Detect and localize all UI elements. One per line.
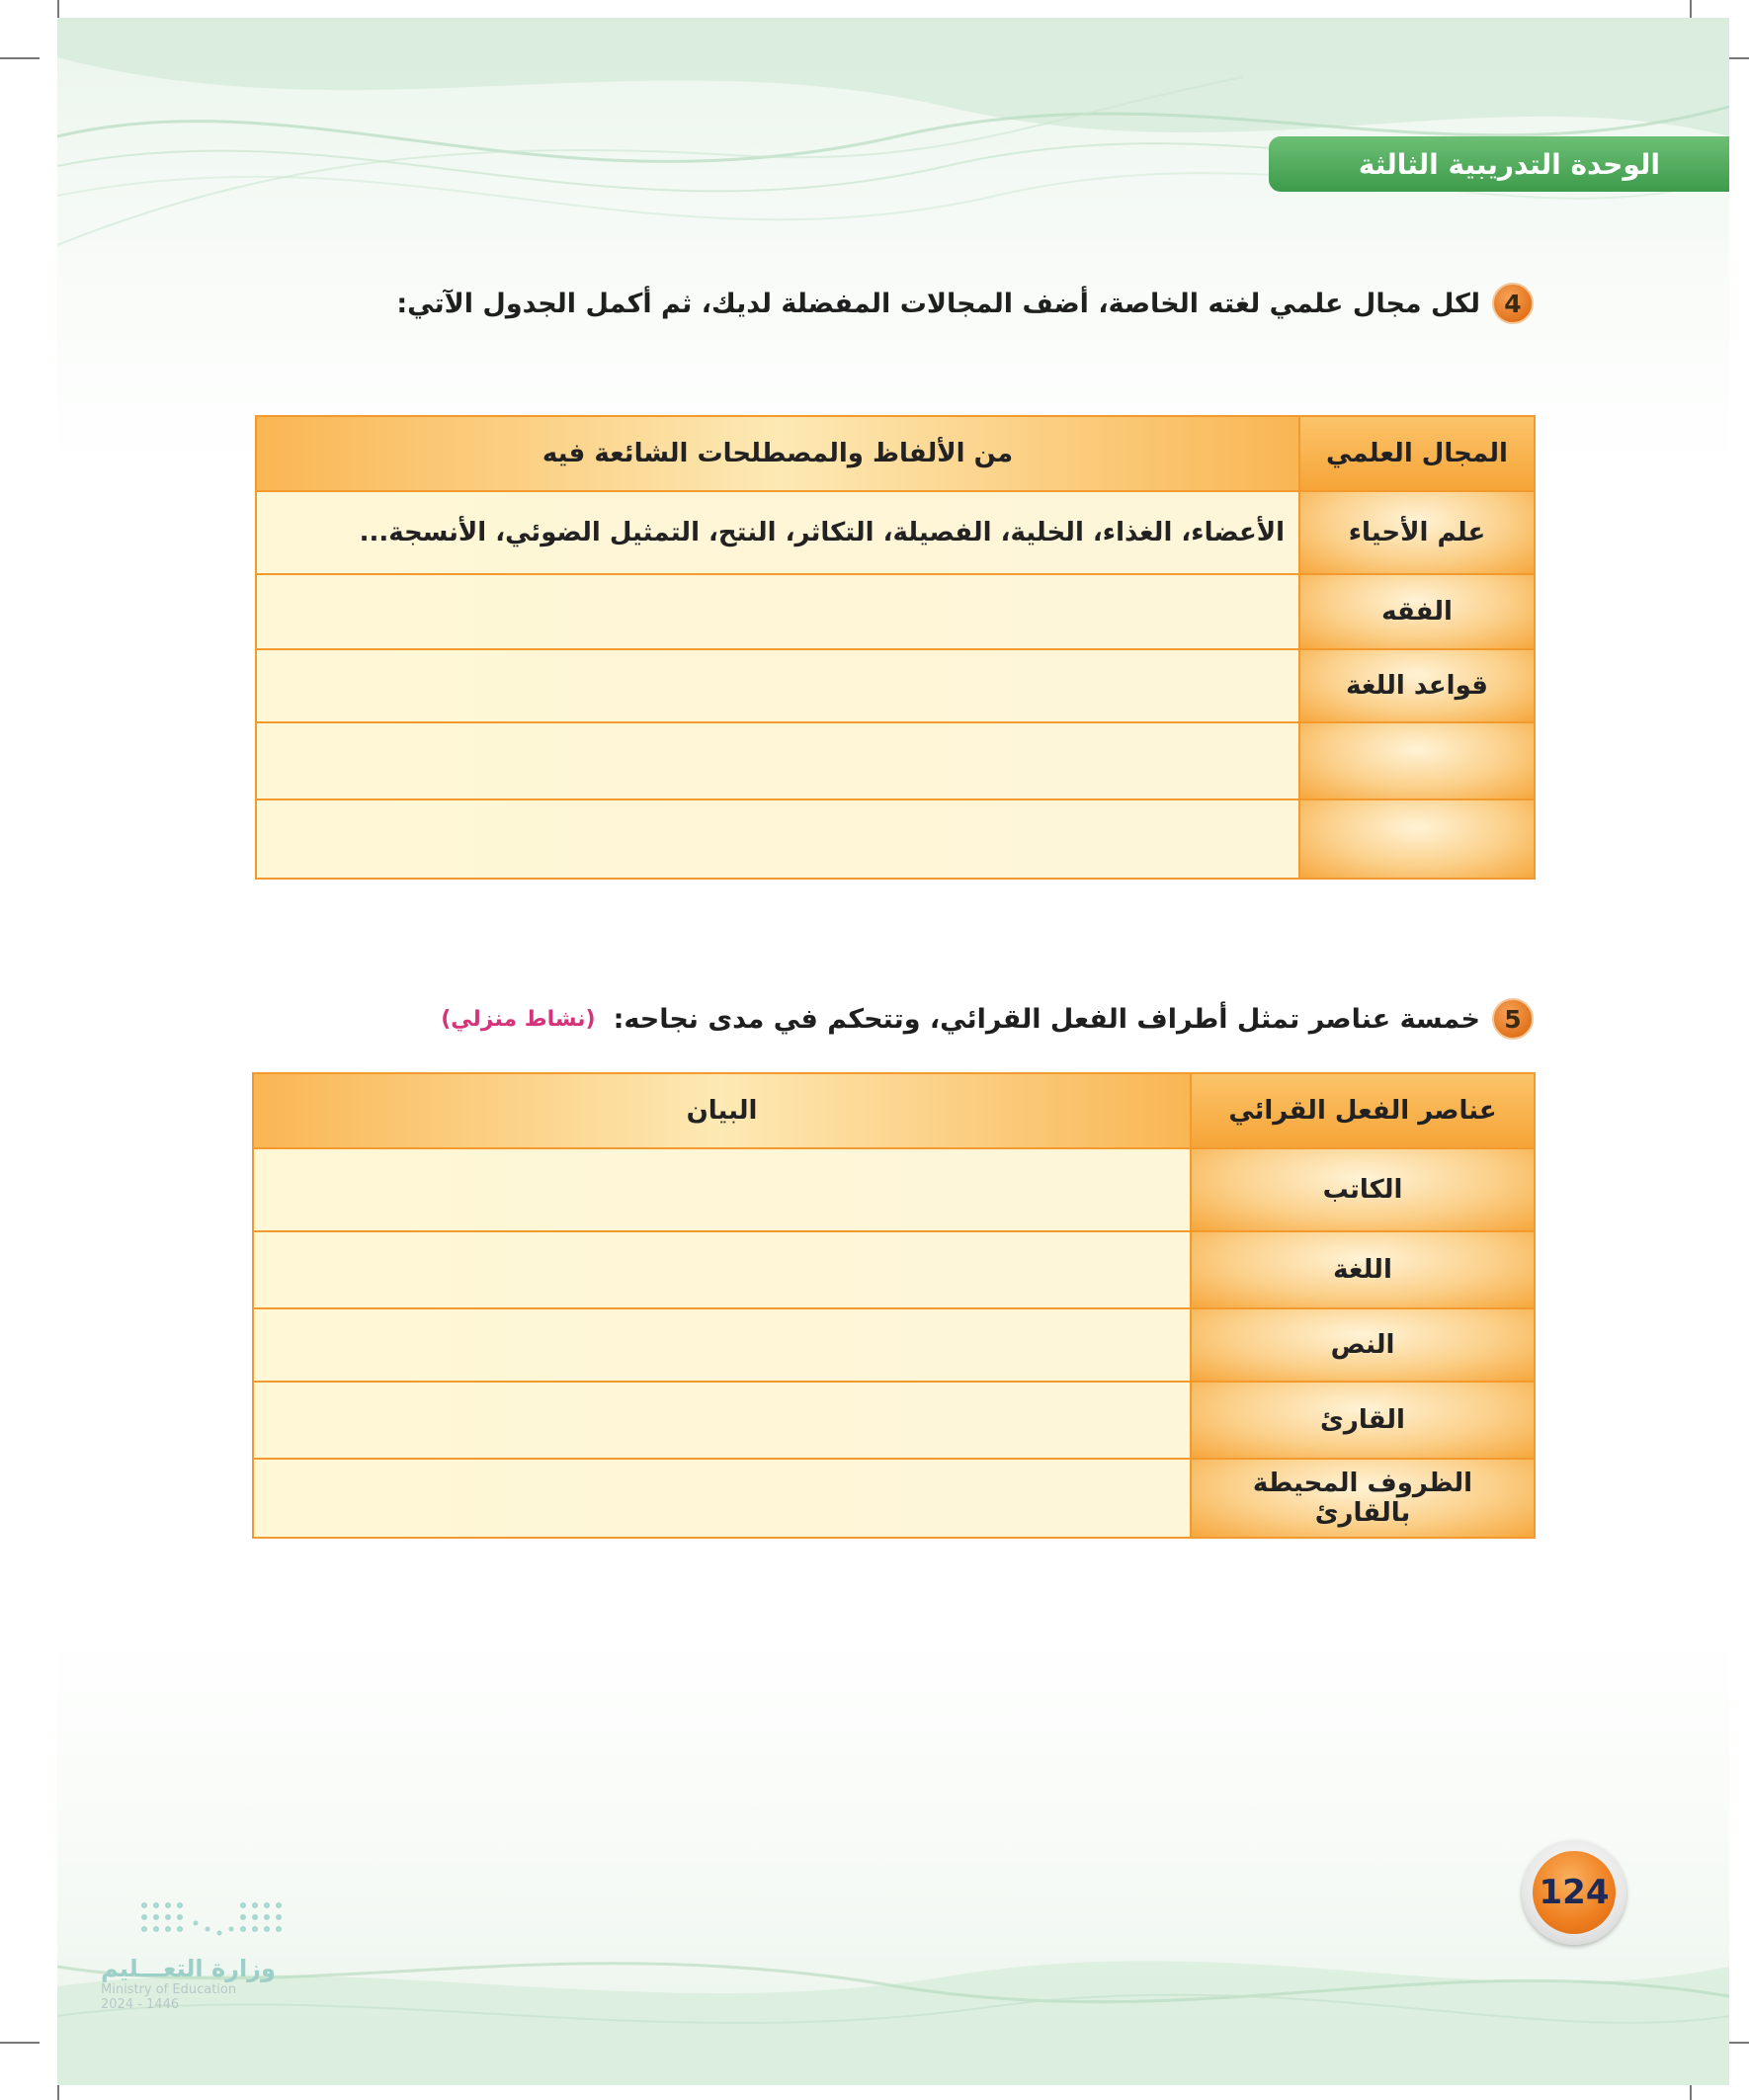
header-element: عناصر الفعل القرائي bbox=[1191, 1073, 1535, 1148]
page-background bbox=[57, 18, 1729, 2085]
edition-year: 2024 - 1446 bbox=[101, 1997, 180, 2012]
question-5 bbox=[441, 998, 1534, 1040]
statement-cell[interactable] bbox=[253, 1459, 1191, 1538]
crop-mark bbox=[1690, 0, 1692, 18]
field-cell: الفقه bbox=[1299, 574, 1535, 649]
crop-mark bbox=[1690, 2085, 1692, 2100]
table-row bbox=[256, 649, 1535, 722]
question-4-text: لكل مجال علمي لغته الخاصة، أضف المجالات المفضلة لديك، ثم أكمل الجدول الآتي: bbox=[396, 288, 1480, 319]
header-statement: البيان bbox=[253, 1073, 1191, 1148]
element-cell: اللغة bbox=[1191, 1231, 1535, 1308]
statement-cell[interactable] bbox=[253, 1308, 1191, 1382]
element-cell: القارئ bbox=[1191, 1382, 1535, 1459]
element-cell: النص bbox=[1191, 1308, 1535, 1382]
reading-elements-table bbox=[252, 1072, 1536, 1539]
statement-cell[interactable] bbox=[253, 1231, 1191, 1308]
table-row bbox=[253, 1231, 1535, 1308]
statement-cell[interactable] bbox=[253, 1382, 1191, 1459]
crop-mark bbox=[0, 2042, 40, 2044]
element-cell: الظروف المحيطة بالقارئ bbox=[1191, 1459, 1535, 1538]
table-row bbox=[253, 1459, 1535, 1538]
table-row bbox=[256, 799, 1535, 879]
header-terms: من الألفاظ والمصطلحات الشائعة فيه bbox=[256, 416, 1299, 491]
terms-cell[interactable] bbox=[256, 799, 1299, 879]
fields-terms-table bbox=[255, 415, 1536, 880]
table-row bbox=[256, 722, 1535, 799]
table-row bbox=[253, 1308, 1535, 1382]
field-cell: قواعد اللغة bbox=[1299, 649, 1535, 722]
home-activity-tag: (نشاط منزلي) bbox=[441, 1006, 596, 1032]
question-number-badge: 5 bbox=[1492, 998, 1534, 1040]
crop-mark bbox=[57, 0, 59, 18]
terms-cell[interactable] bbox=[256, 574, 1299, 649]
table-row bbox=[256, 574, 1535, 649]
ministry-name-ar: وزارة التعـــليم bbox=[101, 1955, 276, 1982]
ministry-logo bbox=[95, 1895, 332, 2044]
table-row bbox=[253, 1148, 1535, 1231]
page-number-badge bbox=[1522, 1840, 1626, 1945]
crop-mark bbox=[0, 57, 40, 59]
unit-title: الوحدة التدريبية الثالثة bbox=[1358, 147, 1660, 181]
table-row bbox=[253, 1382, 1535, 1459]
crop-mark bbox=[57, 2085, 59, 2100]
table-row bbox=[256, 491, 1535, 574]
terms-cell[interactable]: الأعضاء، الغذاء، الخلية، الفصيلة، التكاثر، النتح، التمثيل الضوئي، الأنسجة... bbox=[256, 491, 1299, 574]
question-5-text: خمسة عناصر تمثل أطراف الفعل القرائي، وتتحكم في مدى نجاحه: bbox=[613, 1003, 1480, 1035]
element-cell: الكاتب bbox=[1191, 1148, 1535, 1231]
field-cell[interactable] bbox=[1299, 799, 1535, 879]
unit-title-banner bbox=[1269, 136, 1729, 192]
table-header-row bbox=[256, 416, 1535, 491]
field-cell: علم الأحياء bbox=[1299, 491, 1535, 574]
ministry-dots-icon bbox=[134, 1895, 292, 1945]
page-number: 124 bbox=[1533, 1851, 1616, 1934]
table-header-row bbox=[253, 1073, 1535, 1148]
terms-cell[interactable] bbox=[256, 722, 1299, 799]
header-field: المجال العلمي bbox=[1299, 416, 1535, 491]
ministry-name-en: Ministry of Education bbox=[101, 1982, 237, 1997]
statement-cell[interactable] bbox=[253, 1148, 1191, 1231]
terms-cell[interactable] bbox=[256, 649, 1299, 722]
question-4 bbox=[396, 283, 1534, 324]
question-number-badge: 4 bbox=[1492, 283, 1534, 324]
field-cell[interactable] bbox=[1299, 722, 1535, 799]
